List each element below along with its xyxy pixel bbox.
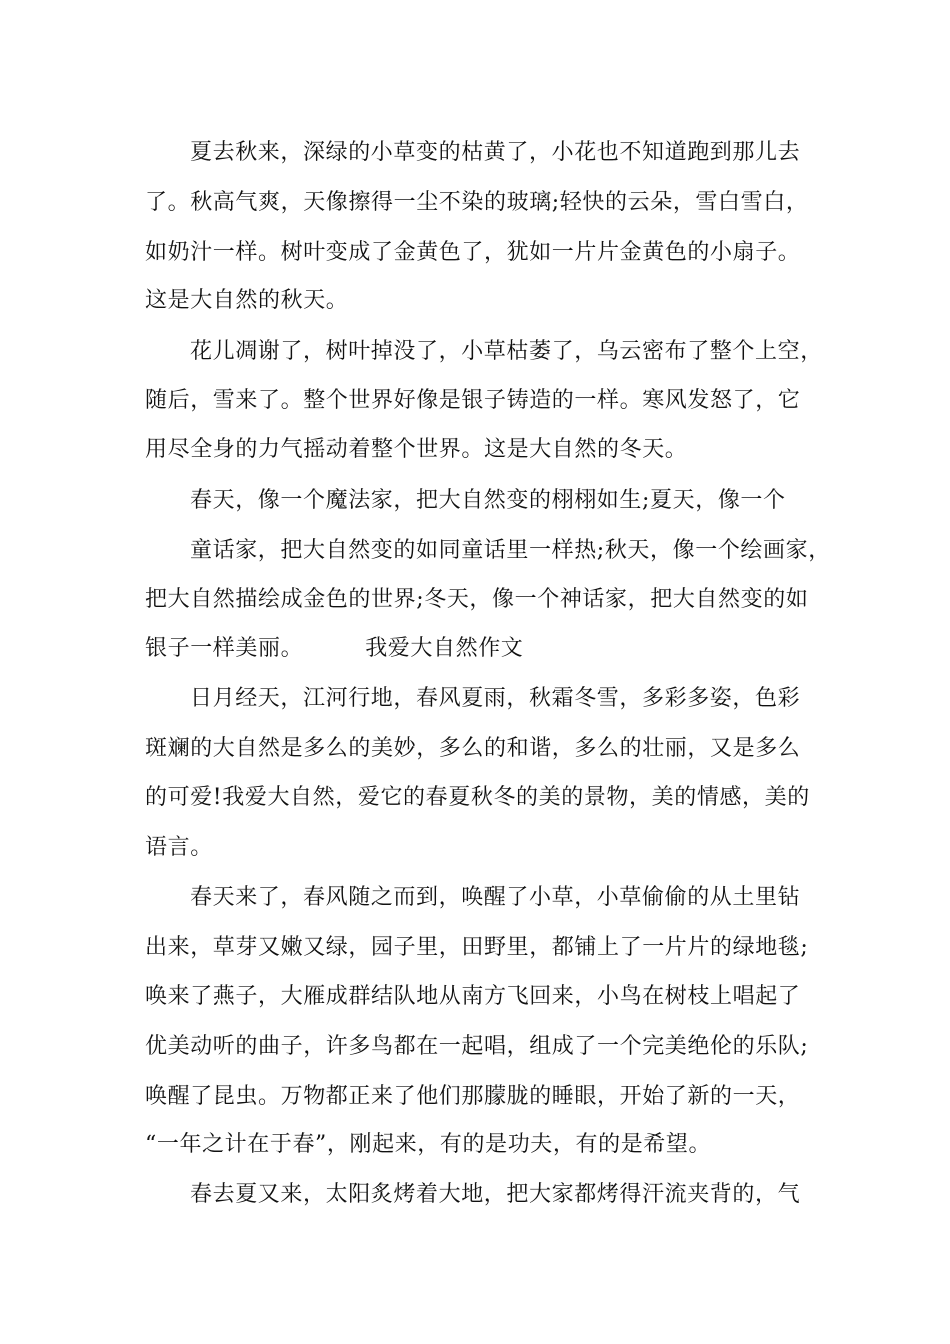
text-line: 了。秋高气爽，天像擦得一尘不染的玻璃;轻快的云朵，雪白雪白， (145, 190, 809, 215)
text-line: 出来，草芽又嫩又绿，园子里，田野里，都铺上了一片片的绿地毯; (145, 935, 809, 960)
text-line: 春天来了，春风随之而到，唤醒了小草，小草偷偷的从土里钻 (190, 885, 801, 910)
text-line: 春天，像一个魔法家，把大自然变的栩栩如生;夏天，像一个 (190, 488, 786, 513)
text-line: 童话家，把大自然变的如同童话里一样热;秋天，像一个绘画家， (190, 538, 831, 563)
text-line: 如奶汁一样。树叶变成了金黄色了，犹如一片片金黄色的小扇子。 (145, 240, 801, 265)
text-line: 唤来了燕子，大雁成群结队地从南方飞回来，小鸟在树枝上唱起了 (145, 984, 801, 1009)
document-title: 我爱大自然作文 (365, 636, 524, 661)
text-line: 春去夏又来，太阳炙烤着大地，把大家都烤得汗流夹背的，气 (190, 1182, 801, 1207)
text-line: 优美动听的曲子，许多鸟都在一起唱，组成了一个完美绝伦的乐队; (145, 1034, 809, 1059)
text-line: 斑斓的大自然是多么的美妙，多么的和谐，多么的壮丽，又是多么 (145, 736, 801, 761)
text-line: 日月经天，江河行地，春风夏雨，秋霜冬雪，多彩多姿，色彩 (190, 686, 801, 711)
text-line: 的可爱!我爱大自然，爱它的春夏秋冬的美的景物，美的情感，美的 (145, 785, 810, 810)
text-line: 用尽全身的力气摇动着整个世界。这是大自然的冬天。 (145, 437, 688, 462)
text-line: “一年之计在于春”，刚起来，有的是功夫，有的是希望。 (145, 1132, 712, 1157)
text-line: 唤醒了昆虫。万物都正来了他们那朦胧的睡眼，开始了新的一天， (145, 1084, 801, 1109)
text-line: 银子一样美丽。 (145, 636, 304, 661)
text-line: 语言。 (145, 835, 213, 860)
text-line: 这是大自然的秋天。 (145, 288, 349, 313)
text-line: 夏去秋来，深绿的小草变的枯黄了，小花也不知道跑到那儿去 (190, 140, 801, 165)
text-line: 花儿凋谢了，树叶掉没了，小草枯萎了，乌云密布了整个上空， (190, 339, 823, 364)
text-line-with-title (145, 634, 523, 664)
text-line: 随后，雪来了。整个世界好像是银子铸造的一样。寒风发怒了，它 (145, 388, 801, 413)
text-line: 把大自然描绘成金色的世界;冬天，像一个神话家，把大自然变的如 (145, 587, 809, 612)
